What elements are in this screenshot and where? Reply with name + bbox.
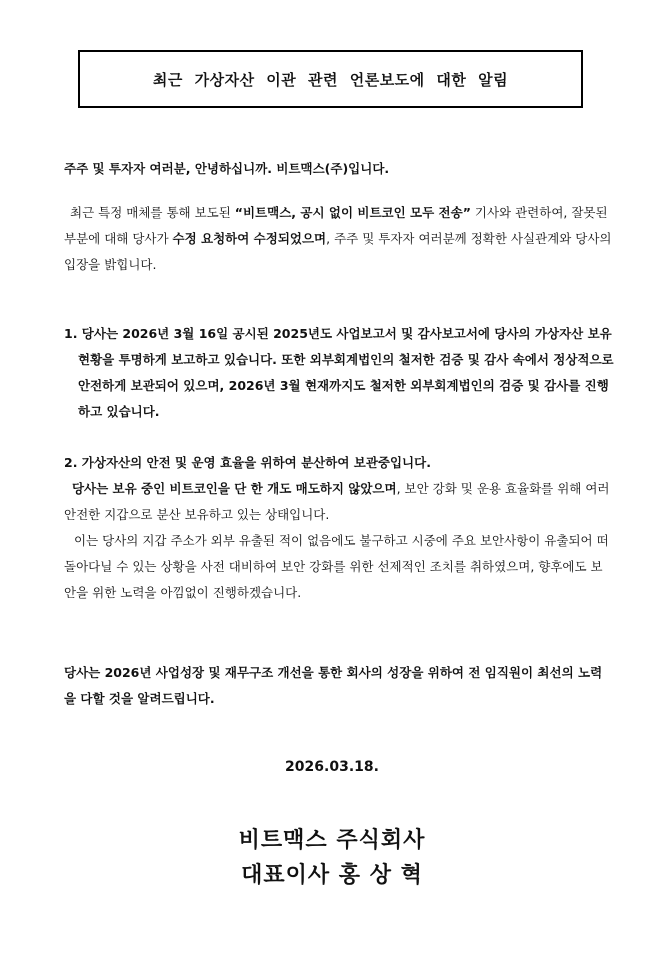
intro-paragraph <box>64 200 614 278</box>
intro-article-title: “비트맥스, 공시 없이 비트코인 모두 전송” <box>234 205 471 220</box>
greeting-text: 주주 및 투자자 여러분, 안녕하십니까. 비트맥스(주)입니다. <box>64 161 390 176</box>
notice-title: 최근 가상자산 이관 관련 언론보도에 대한 알림 <box>78 50 583 108</box>
closing-paragraph: 당사는 2026년 사업성장 및 재무구조 개선을 통한 회사의 성장을 위하여 전 임직원이 최선의 노력을 다할 것을 알려드립니다. <box>64 665 603 706</box>
item-1-paragraph: 1. 당사는 2026년 3월 16일 공시된 2025년도 사업보고서 및 감사보고서에 당사의 가상자산 보유 현황을 투명하게 보고하고 있습니다. 또한 외부회계법인의 철저한 검증 및 감사 속에서 정상적으로 안전하게 보관되어 있으며, 2026년 3월 현재까지도 철저한 외부회계법인의 검증 및 감사를 진행하고 있습니다. <box>64 326 614 419</box>
item-3-paragraph: 이는 당사의 지갑 주소가 외부 유출된 적이 없음에도 불구하고 시중에 주요 보안사항이 유출되어 떠돌아다닐 수 있는 상황을 사전 대비하여 보안 강화를 위한 선제적인 조치를 취하였으며, 향후에도 보안을 위한 노력을 아낌없이 진행하겠습니다. <box>64 533 609 600</box>
intro-text-2: 기사와 관련하여, 잘못된 부분에 대해 당사가 <box>64 205 608 246</box>
item-2-heading: 2. 가상자산의 안전 및 운영 효율을 위하여 분산하여 보관중입니다. <box>64 455 431 470</box>
intro-text-3: , 주주 및 투자자 여러분께 정확한 사실관계와 당사의 입장을 밝힙니다. <box>64 231 612 272</box>
item-2-paragraph <box>64 450 614 528</box>
company-name: 비트맥스 주식회사 <box>238 828 426 853</box>
intro-text-1: 최근 특정 매체를 통해 보도된 <box>70 205 235 220</box>
intro-correction-note: 수정 요청하여 수정되었으며 <box>172 231 327 246</box>
notice-date: 2026.03.18. <box>285 759 379 775</box>
item-2-bold-statement: 당사는 보유 중인 비트코인을 단 한 개도 매도하지 않았으며 <box>71 481 397 496</box>
ceo-name: 대표이사 홍 상 혁 <box>241 863 423 888</box>
item-2-rest: , 보안 강화 및 운용 효율화를 위해 여러 안전한 지갑으로 분산 보유하고 있는 상태입니다. <box>64 481 610 522</box>
item-2-body <box>64 476 614 528</box>
